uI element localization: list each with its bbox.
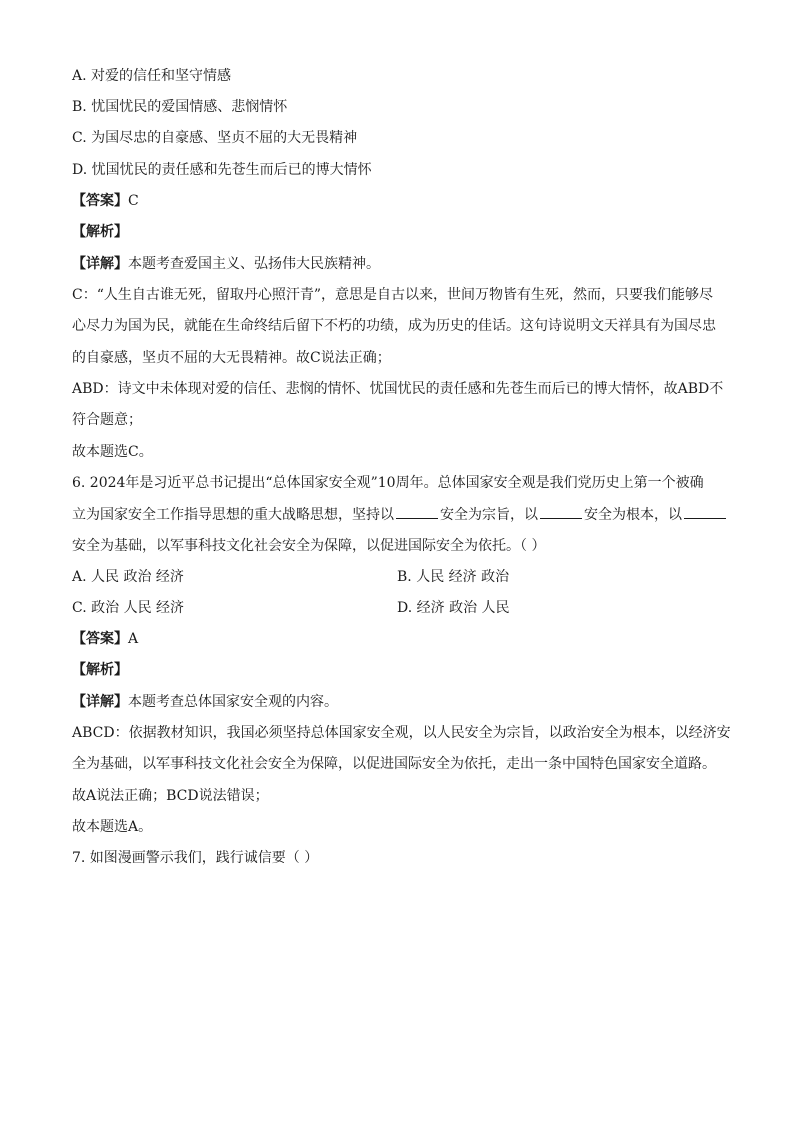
q5-answer: [72, 191, 139, 211]
q6-explain-2: 全为基础，以军事科技文化社会安全为保障，以促进国际安全为依托，走出一条中国特色国家安全道路。: [72, 756, 716, 772]
analysis-tag: 【解析】: [72, 224, 128, 240]
answer-tag: 【答案】: [72, 631, 128, 647]
q6-answer: [72, 629, 138, 649]
q6-stem-2-b: 安全为宗旨，以: [440, 507, 538, 523]
answer-value: C: [128, 193, 139, 209]
q5-explain-c-3: 的自豪感，坚贞不屈的大无畏精神。故C说法正确；: [72, 350, 391, 366]
q6-explain-3: 故A说法正确；BCD说法错误；: [72, 788, 269, 804]
answer-tag: 【答案】: [72, 193, 128, 209]
q6-option-c: C. 政治 人民 经济: [72, 600, 185, 616]
q5-option-c: C. 为国尽忠的自豪感、坚贞不屈的大无畏精神: [72, 130, 358, 146]
detail-text: 本题考查总体国家安全观的内容。: [128, 694, 338, 710]
q6-option-d: D. 经济 政治 人民: [397, 600, 510, 616]
q6-stem-1: 6. 2024年是习近平总书记提出“总体国家安全观”10周年。总体国家安全观是我们党历史上第一个被确: [72, 475, 704, 491]
q5-explain-abd-1: ABD：诗文中未体现对爱的信任、悲悯的情怀、忧国忧民的责任感和先苍生而后已的博大情怀，故ABD不: [72, 381, 724, 397]
q5-option-a: A. 对爱的信任和坚守情感: [72, 68, 232, 84]
q5-explain-c-2: 心尽力为国为民，就能在生命终结后留下不朽的功绩，成为历史的佳话。这句诗说明文天祥具有为国尽忠: [72, 318, 716, 334]
q6-option-b: B. 人民 经济 政治: [397, 569, 510, 585]
q6-analysis-tag: [72, 660, 128, 680]
fill-blank-1: [396, 504, 438, 519]
q7-stem: 7. 如图漫画警示我们，践行诚信要（ ）: [72, 850, 319, 866]
answer-value: A: [128, 631, 139, 647]
q6-stem-2-c: 安全为根本，以: [584, 507, 682, 523]
q5-analysis-tag: [72, 222, 128, 242]
q6-stem-2: [72, 504, 728, 525]
q6-stem-3: 安全为基础，以军事科技文化社会安全为保障，以促进国际安全为依托。（ ）: [72, 538, 546, 554]
detail-tag: 【详解】: [72, 694, 128, 710]
q6-conclusion: 故本题选A。: [72, 819, 153, 835]
fill-blank-2: [540, 504, 582, 519]
analysis-tag: 【解析】: [72, 662, 128, 678]
q5-conclusion: 故本题选C。: [72, 444, 153, 460]
q6-explain-1: ABCD：依据教材知识，我国必须坚持总体国家安全观，以人民安全为宗旨，以政治安全为根本，以经济安: [72, 725, 731, 741]
q6-stem-2-a: 立为国家安全工作指导思想的重大战略思想，坚持以: [72, 507, 394, 523]
q5-option-d: D. 忧国忧民的责任感和先苍生而后已的博大情怀: [72, 162, 372, 178]
q5-explain-abd-2: 符合题意；: [72, 412, 142, 428]
detail-text: 本题考查爱国主义、弘扬伟大民族精神。: [128, 256, 380, 272]
q5-option-b: B. 忧国忧民的爱国情感、悲悯情怀: [72, 99, 288, 115]
q5-detail: [72, 254, 380, 274]
q6-detail: [72, 692, 338, 712]
q6-option-a: A. 人民 政治 经济: [72, 569, 184, 585]
q5-explain-c-1: C：“人生自古谁无死，留取丹心照汗青”，意思是自古以来，世间万物皆有生死，然而，只要我们能够尽: [72, 287, 714, 303]
fill-blank-3: [684, 504, 726, 519]
detail-tag: 【详解】: [72, 256, 128, 272]
